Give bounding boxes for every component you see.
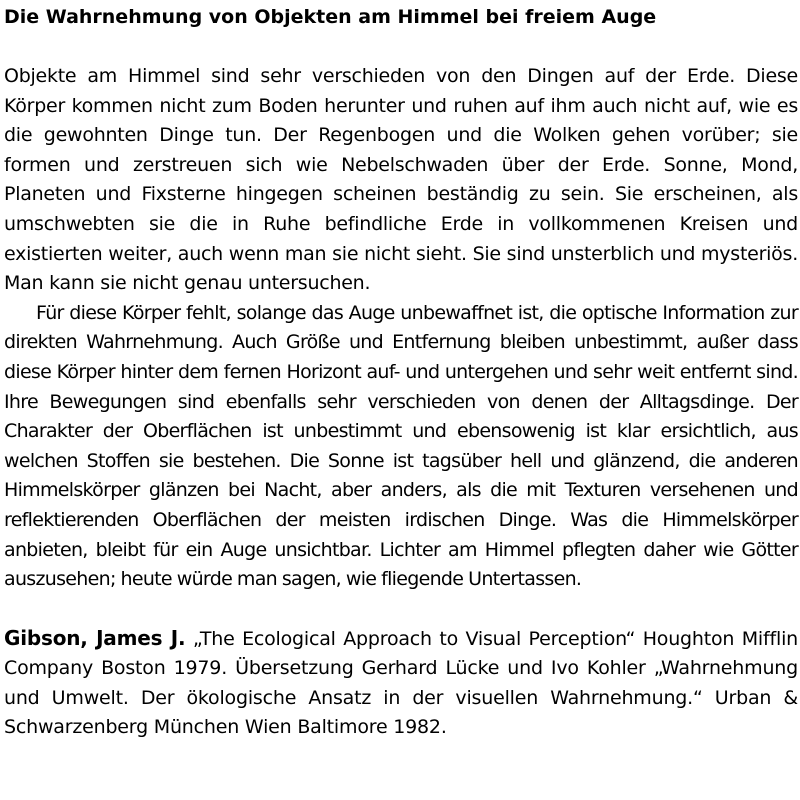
body-text: [4, 62, 798, 595]
citation-author: Gibson, James J.: [4, 625, 186, 650]
paragraph-1: Objekte am Himmel sind sehr verschieden von den Dingen auf der Erde. Diese Körper kommen nicht zum Boden herunter und ruhen auf ihm auch nicht auf, wie es die gewohnten Dinge tun. Der Regenbogen und die Wolken gehen vorüber; sie formen und zerstreuen sich wie Nebelschwaden über der Erde. Sonne, Mond, Planeten und Fixsterne hingegen scheinen beständig zu sein. Sie erscheinen, als umschwebten sie die in Ruhe befindliche Erde in vollkommenen Kreisen und existierten weiter, auch wenn man sie nicht sieht. Sie sind unsterblich und mysteriös. Man kann sie nicht genau untersuchen.: [4, 65, 798, 295]
citation-text: „The Ecological Approach to Visual Perception“ Houghton Mifflin Company Boston 1979. Übersetzung Gerhard Lücke und Ivo Kohler „Wahrnehmung und Umwelt. Der ökologische Ansatz in der visuellen Wahrnehmung.“ Urban & Schwarzenberg München Wien Baltimore 1982.: [4, 627, 798, 739]
page-title: Die Wahrnehmung von Objekten am Himmel bei freiem Auge: [4, 6, 657, 28]
paragraph-2: Für diese Körper fehlt, solange das Auge unbewaffnet ist, die optische Information zur direkten Wahrnehmung. Auch Größe und Entfernung bleiben unbestimmt, außer dass diese Körper hinter dem fernen Horizont auf- und untergehen und sehr weit entfernt sind. Ihre Bewegungen sind ebenfalls sehr verschieden von denen der Alltagsdinge. Der Charakter der Oberflächen ist unbestimmt und ebensowenig ist klar ersichtlich, aus welchen Stoffen sie bestehen. Die Sonne ist tagsüber hell und glänzend, die anderen Himmelskörper glänzen bei Nacht, aber anders, als die mit Texturen versehenen und reflektierenden Oberflächen der meisten irdischen Dinge. Was die Himmelskörper anbieten, bleibt für ein Auge unsichtbar. Lichter am Himmel pflegten daher wie Götter auszusehen; heute würde man sagen, wie fliegende Untertassen.: [4, 301, 798, 591]
citation: [4, 624, 798, 743]
document-page: [4, 0, 798, 762]
